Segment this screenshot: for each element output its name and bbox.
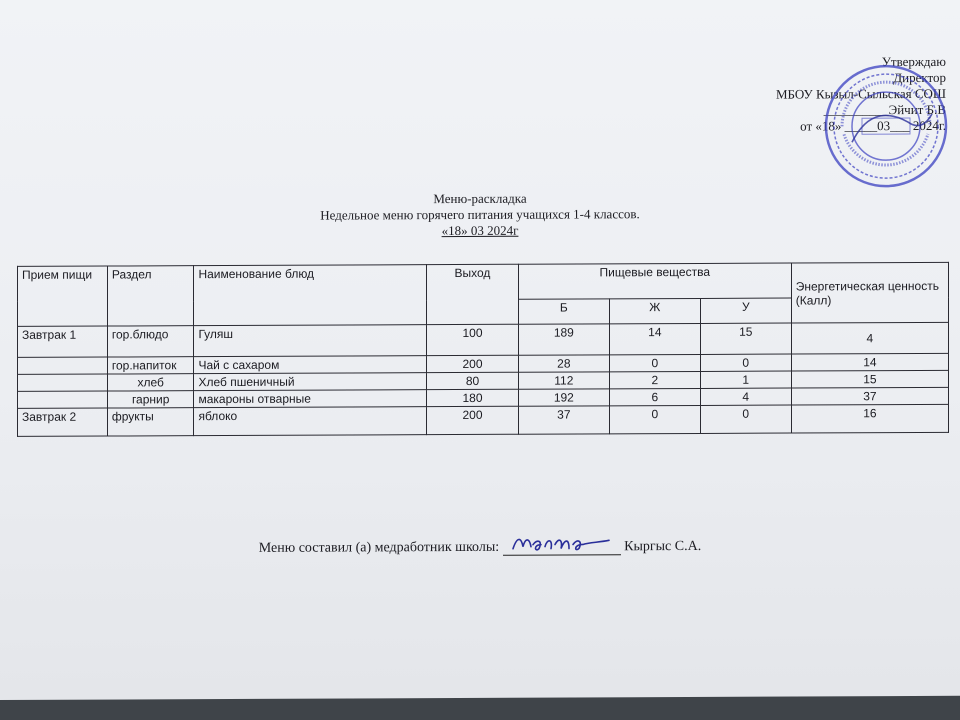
cell-dish: Чай с сахаром <box>194 356 427 374</box>
approval-line-4: __________Эйчит Б.В <box>823 101 946 118</box>
cell-section: гор.блюдо <box>107 326 194 357</box>
header-nutrients: Пищевые вещества <box>518 263 791 299</box>
approval-line-1: Утверждаю <box>881 53 946 70</box>
cell-meal <box>18 357 108 374</box>
cell-section: хлеб <box>107 374 194 391</box>
cell-b: 112 <box>518 372 609 389</box>
cell-dish: макароны отварные <box>194 390 427 408</box>
table-header-row <box>18 262 949 301</box>
cell-energy: 15 <box>791 370 948 388</box>
cell-u: 4 <box>700 388 791 405</box>
menu-table <box>17 262 949 437</box>
cell-energy: 16 <box>791 404 948 433</box>
cell-b: 28 <box>518 355 609 372</box>
header-zh: Ж <box>609 298 700 323</box>
doc-title: Меню-раскладка <box>433 190 527 207</box>
cell-output: 200 <box>427 406 519 434</box>
cell-b: 189 <box>518 324 609 355</box>
cell-section: гор.напиток <box>107 357 194 374</box>
compiled-by-line <box>0 538 960 558</box>
compiled-by-name: Кыргыс С.А. <box>624 538 702 555</box>
doc-date: «18» 03 2024г <box>441 222 519 239</box>
cell-energy: 37 <box>791 387 948 405</box>
cell-section: гарнир <box>107 391 194 408</box>
approval-line-3: МБОУ Кызыл-Сыльская СОШ <box>775 85 946 102</box>
cell-meal <box>18 374 108 391</box>
cell-meal: Завтрак 2 <box>18 408 108 436</box>
cell-b: 37 <box>518 406 609 434</box>
cell-output: 180 <box>427 389 519 406</box>
cell-output: 100 <box>427 324 519 355</box>
header-output: Выход <box>427 264 519 324</box>
cell-u: 0 <box>700 405 791 433</box>
cell-energy: 4 <box>791 322 948 354</box>
cell-zh: 6 <box>609 388 700 405</box>
header-dish: Наименование блюд <box>194 265 427 326</box>
approval-line-2: Директор <box>893 69 946 86</box>
approval-line-5: от «18» _____03___ 2024г. <box>800 117 946 134</box>
cell-meal <box>18 391 108 408</box>
cell-output: 200 <box>427 355 519 372</box>
header-b: Б <box>518 299 609 324</box>
compiled-by-label: Меню составил (а) медработник школы: <box>258 539 500 556</box>
cell-section: фрукты <box>107 408 194 436</box>
signature-blank <box>503 540 621 556</box>
header-u: У <box>700 298 791 323</box>
header-section: Раздел <box>107 266 194 326</box>
cell-zh: 0 <box>609 354 700 371</box>
table-row <box>18 404 949 436</box>
table-row <box>18 322 949 357</box>
cell-dish: Гуляш <box>194 325 427 357</box>
cell-u: 1 <box>700 371 791 388</box>
cell-zh: 0 <box>609 405 700 433</box>
cell-zh: 14 <box>609 323 700 354</box>
doc-subtitle: Недельное меню горячего питания учащихся 1-4 классов. <box>320 206 640 223</box>
signature-icon <box>509 530 615 556</box>
cell-u: 0 <box>700 354 791 371</box>
header-meal: Прием пищи <box>18 266 108 326</box>
cell-output: 80 <box>427 372 519 389</box>
cell-meal: Завтрак 1 <box>18 326 108 357</box>
round-stamp-icon <box>822 62 950 191</box>
header-energy: Энергетическая ценность (Калл) <box>791 262 948 323</box>
cell-energy: 14 <box>791 353 948 371</box>
cell-zh: 2 <box>609 371 700 388</box>
cell-u: 15 <box>700 323 791 354</box>
cell-dish: Хлеб пшеничный <box>194 373 427 391</box>
cell-b: 192 <box>518 389 609 406</box>
cell-dish: яблоко <box>194 407 427 436</box>
